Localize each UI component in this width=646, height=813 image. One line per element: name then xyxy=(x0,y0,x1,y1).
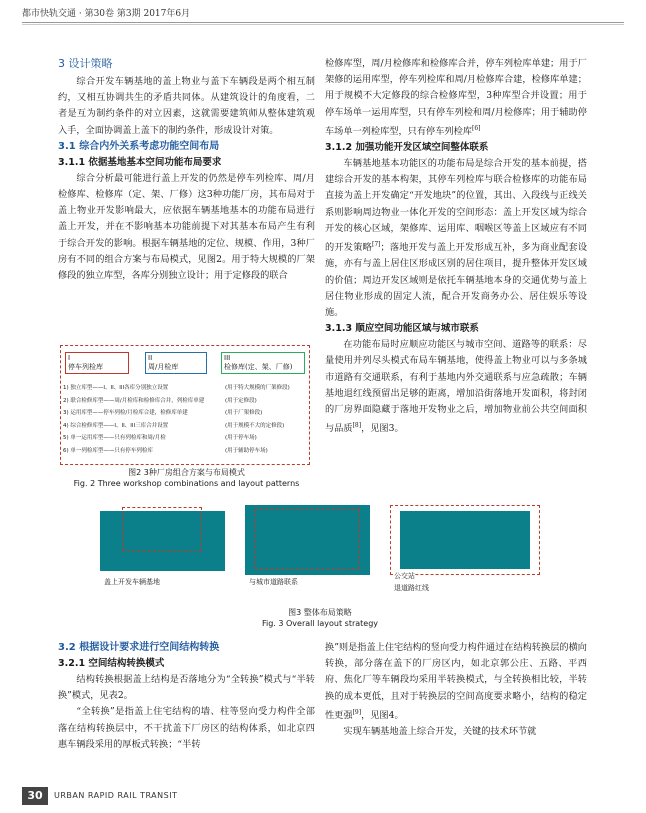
paragraph: 实现车辆基地盖上综合开发，关键的技术环节就 xyxy=(343,726,537,738)
bottom-left-column xyxy=(58,640,315,753)
subsubsection-title: 3.1.1 依据基地基本空间功能布局要求 xyxy=(58,156,222,168)
panel-setback: 公交站 退道路红线 xyxy=(390,505,540,601)
paragraph: 结构转换根据盖上结构是否落地分为“全转换”模式与“半转换”模式，见表2。 xyxy=(58,674,315,702)
header-rule xyxy=(22,22,624,23)
subsection-title: 3.1 综合内外关系考虑功能空间布局 xyxy=(58,140,220,152)
paragraph: 换”则是指盖上住宅结构的竖向受力构件通过在结构转换层的横向转换，部分落在盖下的厂房区内，如北京郭公庄、五路、平西府、焦化厂等车辆段均采用半转换模式，与全转换相比较，半转换的成本更低，且对于转换层的空间高度要求略小，结构的稳定性更强[9]，见图4。 xyxy=(325,642,587,721)
subsubsection-title: 3.1.3 顺应空间功能区域与城市联系 xyxy=(325,323,479,335)
list-item: 3) 运用库型——停车列检/月检库合建，检修库单建 (用于厂架修段) xyxy=(63,410,263,416)
subsubsection-title: 3.2.1 空间结构转换模式 xyxy=(58,658,165,669)
box-repair-shop: III 检修库(定、架、厂修) xyxy=(221,352,305,374)
paragraph: “全转换”是指盖上住宅结构的墙、柱等竖向受力构件全部落在结构转换层中，不干扰盖下厂房区的结构体系，如北京四惠车辆段采用的厚板式转换；“半转 xyxy=(58,706,315,750)
panel-road-connection: 与城市道路联系 xyxy=(245,505,370,601)
box-monthly-inspection: II 周/月检库 xyxy=(145,352,207,374)
running-head: 都市快轨交通 · 第30卷 第3期 2017年6月 xyxy=(22,9,191,19)
list-item: 5) 单一运用库型——只有列检库和周/月检 (用于停车场) xyxy=(63,435,257,441)
figure-3-diagram xyxy=(100,505,560,601)
figure-2-diagram xyxy=(60,345,310,465)
right-column xyxy=(325,56,587,437)
bottom-right-column xyxy=(325,640,587,740)
paragraph: 综合分析最可能进行盖上开发的仍然是停车列检库、周/月检修库、检修库（定、架、厂修）这3种功能厂房，其布局对于盖上物业开发影响最大，应依据车辆基地基本的功能布局进行盖上开发，并在不影响基本功能前提下对其基本布局产生有利于综合开发的影响。根据车辆基地的定位、规模、作用，3种厂房有不同的组合方案与布局模式，见图2。用于特大规模的厂架修段的独立库型，各库分别独立设计；用于定修段的联合 xyxy=(58,172,315,282)
journal-name: URBAN RAPID RAIL TRANSIT xyxy=(54,791,178,800)
header-rule-thin xyxy=(22,24,624,25)
figure-3-caption: 图3 整体布局策略 Fig. 3 Overall layout strategy xyxy=(261,608,379,628)
layout-pattern-list xyxy=(63,382,307,457)
left-column xyxy=(58,56,315,284)
paragraph: 在功能布局时应顺应功能区与城市空间、道路等的联系：尽量使用并列尽头模式布局车辆基地，使得盖上物业可以与多条城市道路有交通联系，有利于基地内外交通联系与应急疏散；车辆基地退红线预留出足够的距离，增加沿街落地开发面积，将封闭的厂房界面隐藏于落地开发物业之后，增加物业前公共空间面积与品质[8]，见图3。 xyxy=(325,339,587,435)
subsubsection-title: 3.1.2 加强功能开发区域空间整体联系 xyxy=(325,142,489,154)
list-item: 1) 独立库型——I、II、III各库分别独立设置 (用于特大规模的厂架修段) xyxy=(63,385,290,391)
section-title: 3 设计策略 xyxy=(58,57,113,70)
panel-deck-development: 盖上开发车辆基地 xyxy=(100,505,225,601)
section-intro: 综合开发车辆基地的盖上物业与盖下车辆段是两个相互制约，又相互协调共生的矛盾共同体。从建筑设计的角度看，二者是互为制约条件的对立因素，这就需要建筑师从整体建筑观入手，全面协调盖上盖下的制约条件，形成设计对策。 xyxy=(58,76,315,136)
list-item: 6) 单一列检库型——只有停车列检库 (用于辅助停车场) xyxy=(63,447,268,454)
list-item: 2) 联合检修库型——周/月检库和检修库合并，列检库单建 (用于定修段) xyxy=(63,397,257,404)
figure-2-caption: 图2 3种厂房组合方案与布局模式 Fig. 2 Three workshop combinations and layout patterns xyxy=(73,468,300,488)
paragraph: 检修库型，周/月检修库和检修库合并，停车列检库单建；用于厂架修的运用库型，停车列检库和周/月检修库合建，检修库单建；用于规模不大定修段的综合检修库型，3种库型合并设置；用于停车场单一运用库型，只有停车列检和周/月检修库；用于辅助停车场单一列检库型，只有停车列检库[6] xyxy=(325,58,587,137)
list-item: 4) 综合检修库型——I、II、III三库合并设置 (用于规模不大的定修段) xyxy=(63,422,285,429)
page-number: 30 xyxy=(22,787,48,805)
box-parking-inspection: I 停车列检库 xyxy=(65,352,129,374)
subsection-title: 3.2 根据设计要求进行空间结构转换 xyxy=(58,642,220,653)
paragraph: 车辆基地基本功能区的功能布局是综合开发的基本前提，搭建综合开发的基本构架，其停车列检库与联合检修库的功能布局直接为盖上开发确定“开发地块”的位置，其出、入段线与正线关系则影响周边物业一体化开发的空间形态：盖上开发区域为综合开发的核心区域，架修库、运用库、咽喉区等盖上区域应有不同的开发策略[7]；落地开发与盖上开发形成互补，多为商业配套设施，亦有与盖上居住区形成区别的居住项目，提升整体开发区域的价值；周边开发区域则是依托车辆基地本身的交通优势与盖上居住物业形成的固定人流，配合开发商务办公、居住娱乐等设施。 xyxy=(325,158,588,318)
